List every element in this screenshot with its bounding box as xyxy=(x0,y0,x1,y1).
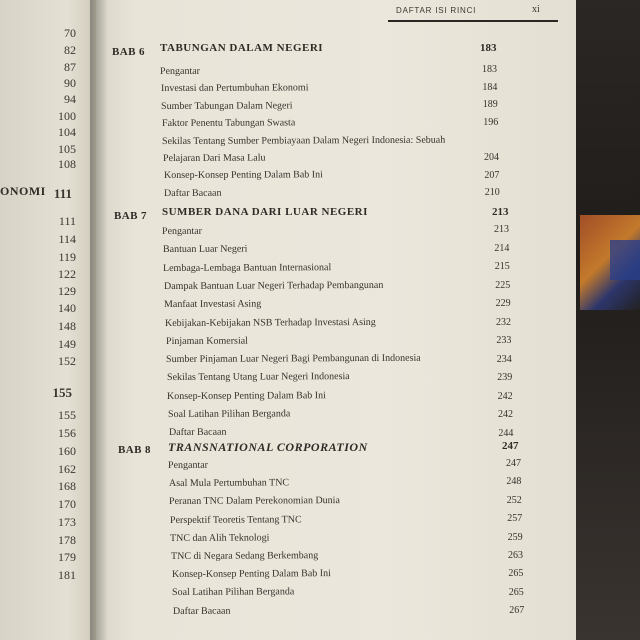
toc-entry: Manfaat Investasi Asing xyxy=(164,298,262,311)
toc-entry-page-number: 232 xyxy=(496,316,511,328)
toc-entry-page-number: 259 xyxy=(507,531,523,543)
toc-entry: Lembaga-Lembaga Bantuan Internasional xyxy=(163,261,332,274)
toc-entry-page-number: 229 xyxy=(495,298,511,309)
toc-entry-page-number: 196 xyxy=(483,116,499,128)
left-page-number: 90 xyxy=(64,76,76,90)
toc-entry-page-number: 267 xyxy=(509,605,525,617)
left-page-number: 156 xyxy=(58,426,76,440)
toc-entry: Pengantar xyxy=(167,459,209,471)
left-page-number: 94 xyxy=(64,92,76,106)
toc-entry: Investasi dan Pertumbuhan Ekonomi xyxy=(160,82,309,95)
toc-entry-page-number: 214 xyxy=(494,242,510,254)
chapter-label: BAB 6 xyxy=(112,46,145,58)
left-page-number: 179 xyxy=(58,550,76,564)
toc-entry: Sekilas Tentang Utang Luar Negeri Indonesia xyxy=(166,371,350,384)
toc-entry: Asal Mula Pertumbuhan TNC xyxy=(168,477,289,490)
toc-entry-page-number: 265 xyxy=(508,586,524,598)
left-page-number: 129 xyxy=(58,284,76,298)
toc-entry: TNC di Negara Sedang Berkembang xyxy=(170,550,319,562)
toc-entry: Faktor Penentu Tabungan Swasta xyxy=(161,117,296,130)
toc-entry: Pengantar xyxy=(161,225,203,237)
left-page-number: 87 xyxy=(64,60,76,74)
chapter-page-number: 183 xyxy=(480,42,497,54)
toc-entry-page-number: 244 xyxy=(498,427,514,439)
header-rule xyxy=(388,20,558,22)
left-page-number: 168 xyxy=(58,479,76,493)
toc-entry: Konsep-Konsep Penting Dalam Bab Ini xyxy=(163,169,323,182)
left-page-number: 104 xyxy=(58,125,76,139)
toc-entry-page-number: 234 xyxy=(496,353,512,365)
toc-entry: Sekilas Tentang Sumber Pembiayaan Dalam Negeri Indonesia: Sebuah xyxy=(162,134,446,147)
background-object-blue xyxy=(610,240,640,280)
toc-entry-page-number: 183 xyxy=(482,64,497,75)
toc-entry-page-number: 213 xyxy=(494,224,509,235)
left-page-number: 111 xyxy=(58,214,76,228)
running-head-page: xi xyxy=(532,4,540,15)
toc-entry: Daftar Bacaan xyxy=(164,187,222,199)
toc-entry: Pengantar xyxy=(159,65,201,77)
left-page-section-number: 111 xyxy=(53,186,72,201)
toc-entry: TNC dan Alih Teknologi xyxy=(170,532,270,544)
toc-entry-page-number: 257 xyxy=(507,513,523,525)
chapter-title: SUMBER DANA DARI LUAR NEGERI xyxy=(162,206,368,218)
toc-entry: Bantuan Luar Negeri xyxy=(162,243,248,256)
toc-entry-page-number: 252 xyxy=(506,494,522,506)
left-page-number: 162 xyxy=(58,462,76,476)
left-page-number: 173 xyxy=(58,515,76,529)
chapter-label: BAB 8 xyxy=(118,444,151,456)
left-page-number: 70 xyxy=(64,26,76,40)
chapter-title: TRANSNATIONAL CORPORATION xyxy=(168,440,368,454)
toc-entry: Peranan TNC Dalam Perekonomian Dunia xyxy=(169,495,341,508)
chapter-page-number: 213 xyxy=(492,206,509,218)
toc-entry-page-number: 248 xyxy=(506,476,522,488)
toc-entry: Pelajaran Dari Masa Lalu xyxy=(162,152,266,164)
left-page-number: 119 xyxy=(58,250,76,264)
left-page-number: 140 xyxy=(58,301,76,315)
toc-entry: Soal Latihan Pilihan Berganda xyxy=(167,408,291,420)
toc-entry: Soal Latihan Pilihan Berganda xyxy=(172,586,295,599)
toc-entry-page-number: 189 xyxy=(482,99,498,111)
toc-entry-page-number: 184 xyxy=(482,81,498,93)
toc-entry-page-number: 239 xyxy=(497,372,513,383)
left-page-number: 148 xyxy=(58,319,76,333)
toc-entry-page-number: 207 xyxy=(484,169,500,181)
toc-entry-page-number: 242 xyxy=(497,390,513,402)
toc-entry: Daftar Bacaan xyxy=(168,427,227,439)
toc-page xyxy=(96,0,576,640)
toc-entry: Daftar Bacaan xyxy=(172,605,231,617)
chapter-title: TABUNGAN DALAM NEGERI xyxy=(160,42,324,54)
left-page-number: 152 xyxy=(58,354,76,368)
left-page-number: 149 xyxy=(58,337,76,351)
toc-entry: Sumber Tabungan Dalam Negeri xyxy=(161,100,293,112)
left-page-number: 108 xyxy=(58,157,76,171)
toc-entry-page-number: 247 xyxy=(506,458,521,469)
toc-entry-page-number: 233 xyxy=(496,335,512,346)
left-page-section-number: 155 xyxy=(52,385,72,400)
toc-entry-page-number: 265 xyxy=(508,568,524,580)
toc-entry: Perspektif Teoretis Tentang TNC xyxy=(169,513,302,526)
toc-entry-page-number: 204 xyxy=(484,152,499,163)
toc-entry-page-number: 225 xyxy=(495,279,511,291)
left-page xyxy=(0,0,96,640)
toc-entry: Pinjaman Komersial xyxy=(165,335,248,347)
left-page-number: 170 xyxy=(58,497,76,511)
running-head-title: DAFTAR ISI RINCI xyxy=(396,6,477,15)
left-page-number: 100 xyxy=(58,109,76,123)
toc-entry: Konsep-Konsep Penting Dalam Bab Ini xyxy=(171,568,331,581)
chapter-label: BAB 7 xyxy=(114,210,147,222)
left-page-section-label: ONOMI xyxy=(0,184,46,198)
toc-entry-page-number: 263 xyxy=(508,550,523,561)
left-page-number: 178 xyxy=(58,533,76,547)
left-page-number: 114 xyxy=(58,232,76,246)
toc-entry-page-number: 210 xyxy=(484,187,500,199)
left-page-number: 122 xyxy=(58,267,76,281)
toc-entry: Kebijakan-Kebijakan NSB Terhadap Investasi Asing xyxy=(164,316,376,329)
toc-entry-page-number: 215 xyxy=(494,261,510,272)
toc-entry-page-number: 242 xyxy=(498,409,513,420)
left-page-number: 155 xyxy=(58,408,76,422)
left-page-number: 160 xyxy=(58,444,76,458)
book-gutter xyxy=(90,0,108,640)
left-page-number: 105 xyxy=(58,142,76,156)
toc-entry: Dampak Bantuan Luar Negeri Terhadap Pembangunan xyxy=(163,279,384,292)
chapter-page-number: 247 xyxy=(502,440,519,452)
toc-entry: Sumber Pinjaman Luar Negeri Bagi Pembangunan di Indonesia xyxy=(166,352,421,366)
left-page-number: 82 xyxy=(64,43,76,57)
left-page-number: 181 xyxy=(58,568,76,582)
toc-entry: Konsep-Konsep Penting Dalam Bab Ini xyxy=(167,389,327,402)
